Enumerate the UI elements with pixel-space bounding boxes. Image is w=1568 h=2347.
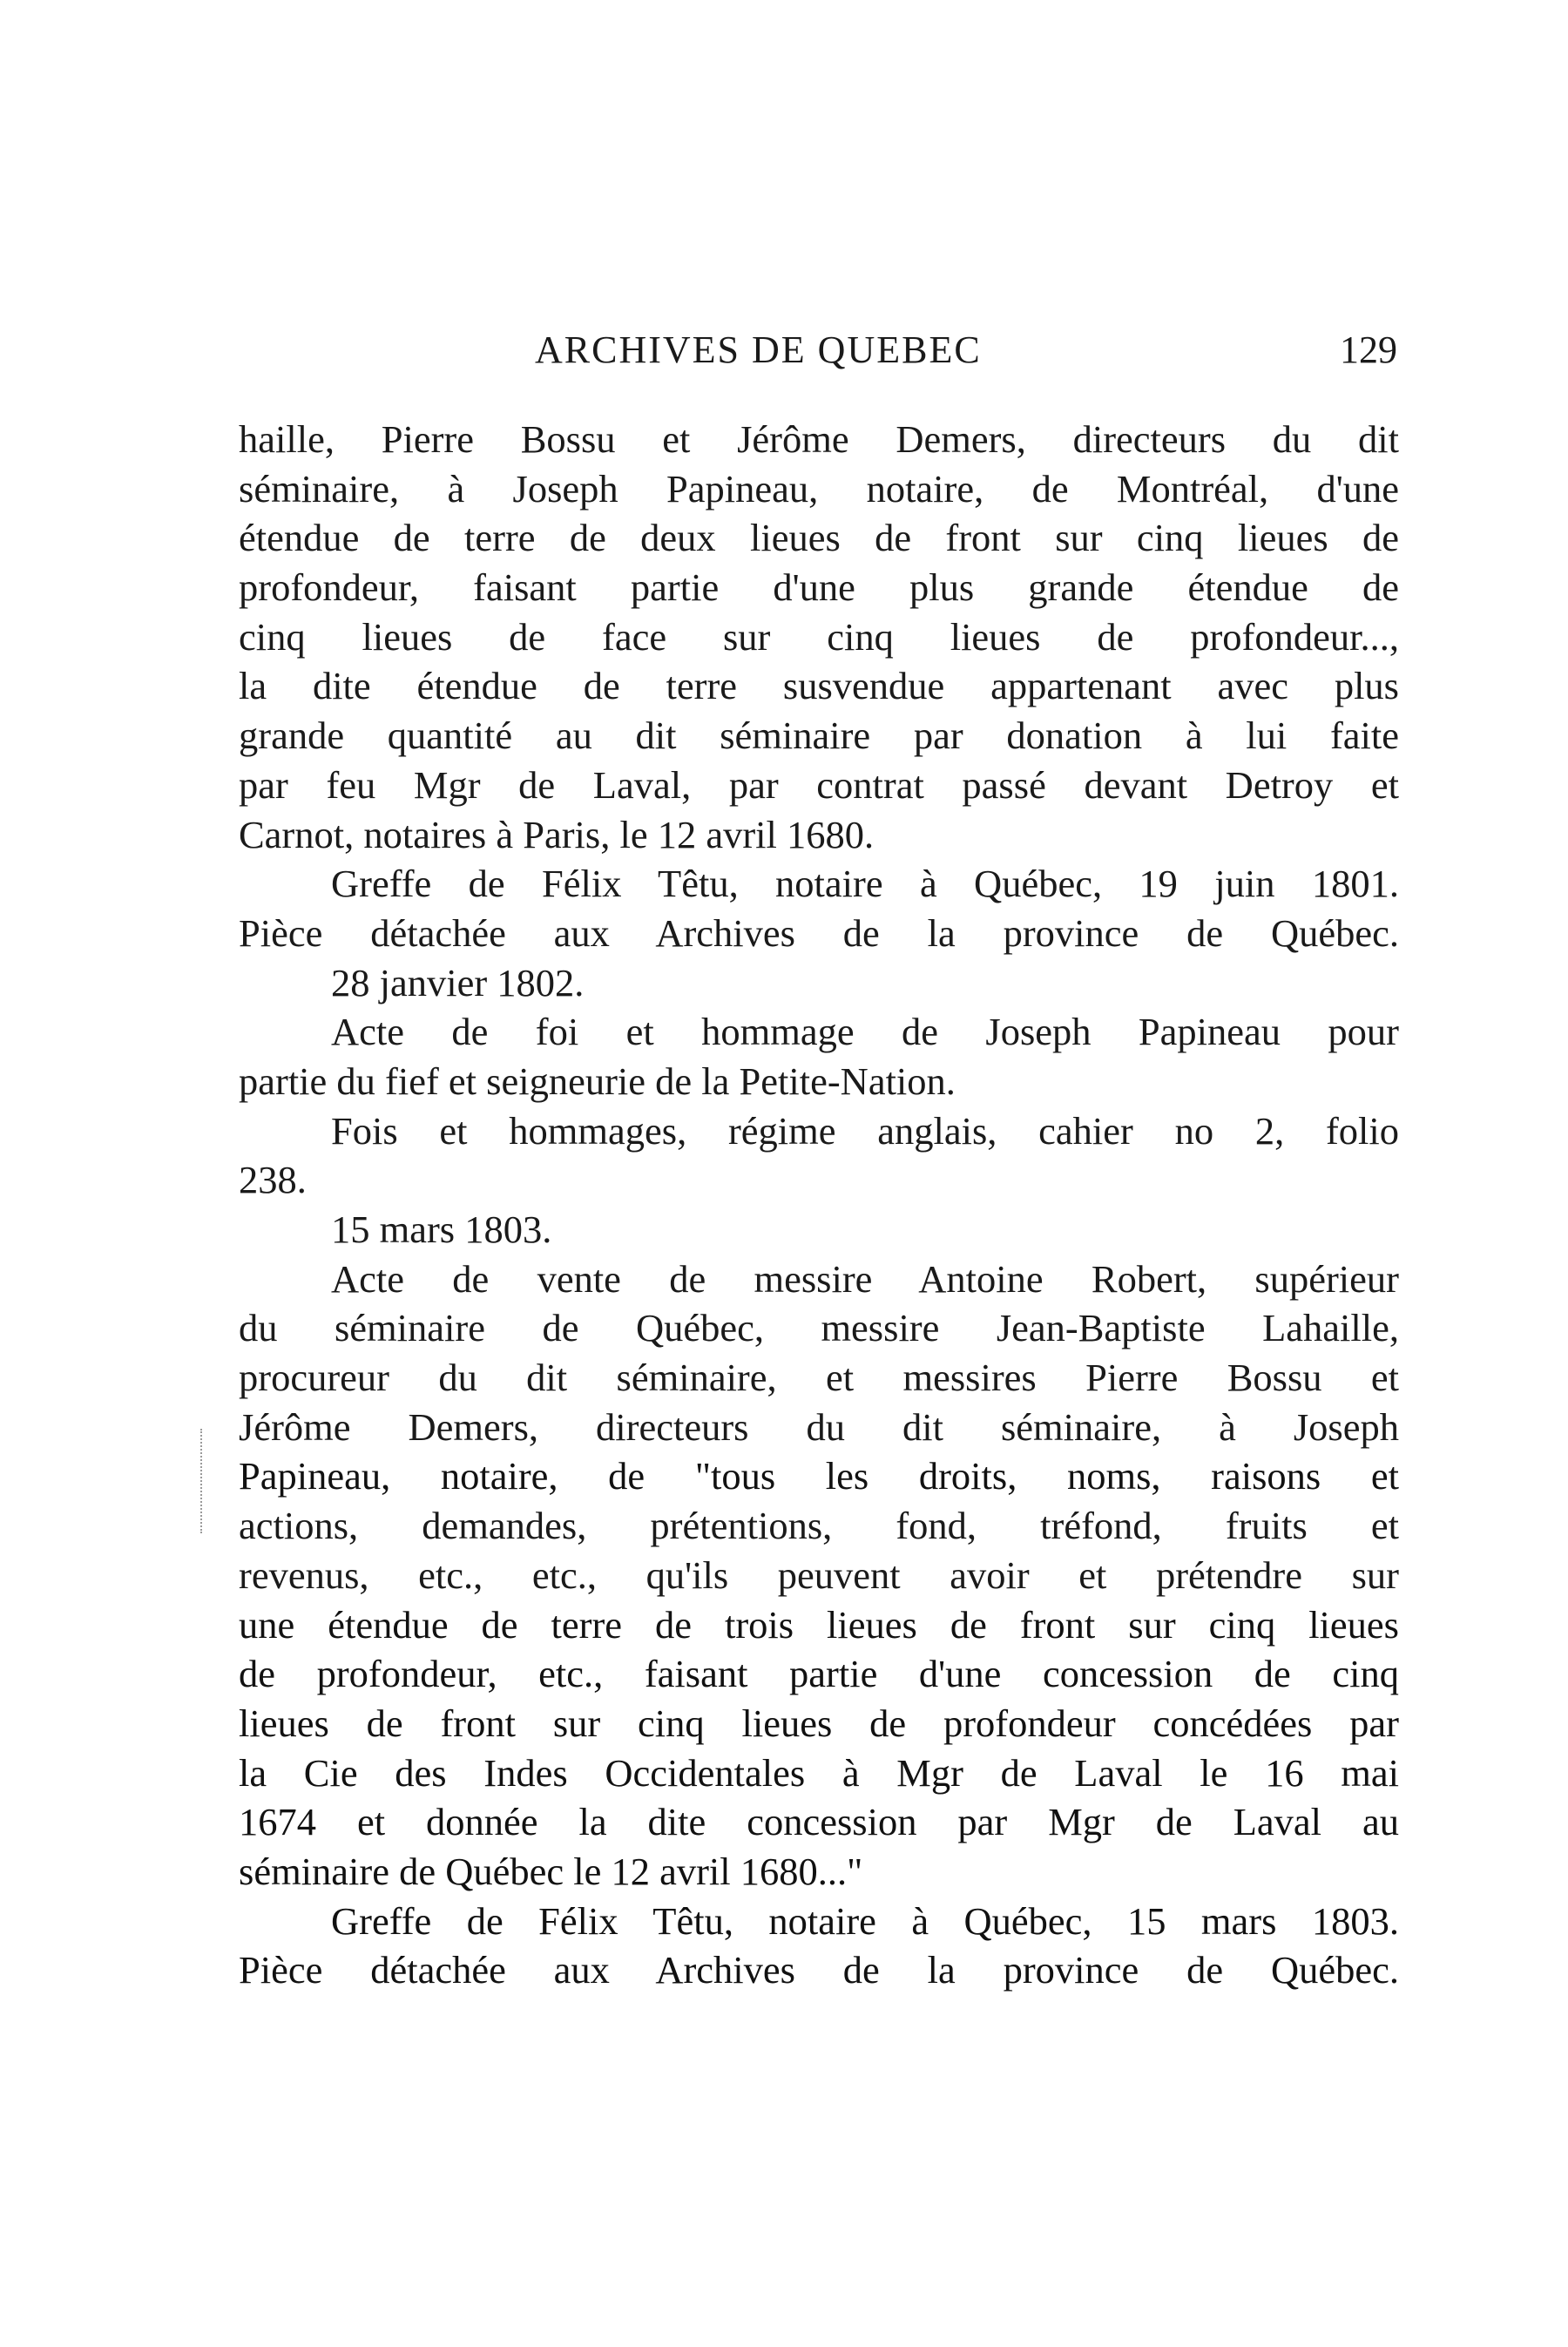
text-line: Carnot, notaires à Paris, le 12 avril 1680. bbox=[239, 812, 875, 856]
text-line: séminaire de Québec le 12 avril 1680..." bbox=[239, 1849, 863, 1893]
body-text bbox=[239, 415, 1399, 1995]
text-line: de profondeur, etc., faisant partie d'une concession de cinq bbox=[239, 1652, 1399, 1696]
text-line: la Cie des Indes Occidentales à Mgr de Laval le 16 mai bbox=[239, 1750, 1399, 1795]
text-line: séminaire, à Joseph Papineau, notaire, de Montréal, d'une bbox=[239, 466, 1399, 511]
text-line: 238. bbox=[239, 1158, 307, 1202]
text-line: Fois et hommages, régime anglais, cahier no 2, folio bbox=[331, 1108, 1399, 1153]
text-line: la dite étendue de terre susvendue appartenant avec plus bbox=[239, 664, 1399, 708]
text-line: lieues de front sur cinq lieues de profondeur concédées par bbox=[239, 1701, 1399, 1745]
text-line: grande quantité au dit séminaire par donation à lui faite bbox=[239, 714, 1399, 758]
text-line: 28 janvier 1802. bbox=[331, 960, 585, 1004]
page-header bbox=[239, 328, 1397, 380]
text-line: Papineau, notaire, de "tous les droits, noms, raisons et bbox=[239, 1454, 1399, 1498]
text-line: actions, demandes, prétentions, fond, tréfond, fruits et bbox=[239, 1504, 1399, 1548]
text-line: Greffe de Félix Têtu, notaire à Québec, 15 mars 1803. bbox=[331, 1898, 1399, 1943]
page-number: 129 bbox=[1340, 328, 1397, 371]
text-line: partie du fief et seigneurie de la Petite-Nation. bbox=[239, 1059, 956, 1103]
text-line: revenus, etc., etc., qu'ils peuvent avoir et prétendre sur bbox=[239, 1552, 1399, 1597]
text-line: Greffe de Félix Têtu, notaire à Québec, 19 juin 1801. bbox=[331, 862, 1399, 906]
text-line: Pièce détachée aux Archives de la province de Québec. bbox=[239, 910, 1399, 955]
margin-mark bbox=[200, 1429, 204, 1533]
text-line: étendue de terre de deux lieues de front sur cinq lieues de bbox=[239, 516, 1399, 560]
text-line: procureur du dit séminaire, et messires Pierre Bossu et bbox=[239, 1356, 1399, 1400]
text-line: une étendue de terre de trois lieues de front sur cinq lieues bbox=[239, 1602, 1399, 1647]
text-line: Jérôme Demers, directeurs du dit séminaire, à Joseph bbox=[239, 1404, 1399, 1449]
text-line: cinq lieues de face sur cinq lieues de profondeur..., bbox=[239, 614, 1399, 659]
text-line: 15 mars 1803. bbox=[331, 1207, 552, 1251]
text-line: Acte de foi et hommage de Joseph Papineau pour bbox=[331, 1010, 1399, 1054]
text-line: haille, Pierre Bossu et Jérôme Demers, directeurs du dit bbox=[239, 417, 1399, 461]
text-line: Acte de vente de messire Antoine Robert, supérieur bbox=[331, 1256, 1399, 1301]
text-line: profondeur, faisant partie d'une plus grande étendue de bbox=[239, 565, 1399, 610]
text-line: 1674 et donnée la dite concession par Mgr de Laval au bbox=[239, 1800, 1399, 1844]
text-line: Pièce détachée aux Archives de la province de Québec. bbox=[239, 1948, 1399, 1992]
text-line: du séminaire de Québec, messire Jean-Baptiste Lahaille, bbox=[239, 1306, 1399, 1350]
text-line: par feu Mgr de Laval, par contrat passé devant Detroy et bbox=[239, 762, 1399, 807]
running-title: ARCHIVES DE QUEBEC bbox=[535, 328, 982, 371]
